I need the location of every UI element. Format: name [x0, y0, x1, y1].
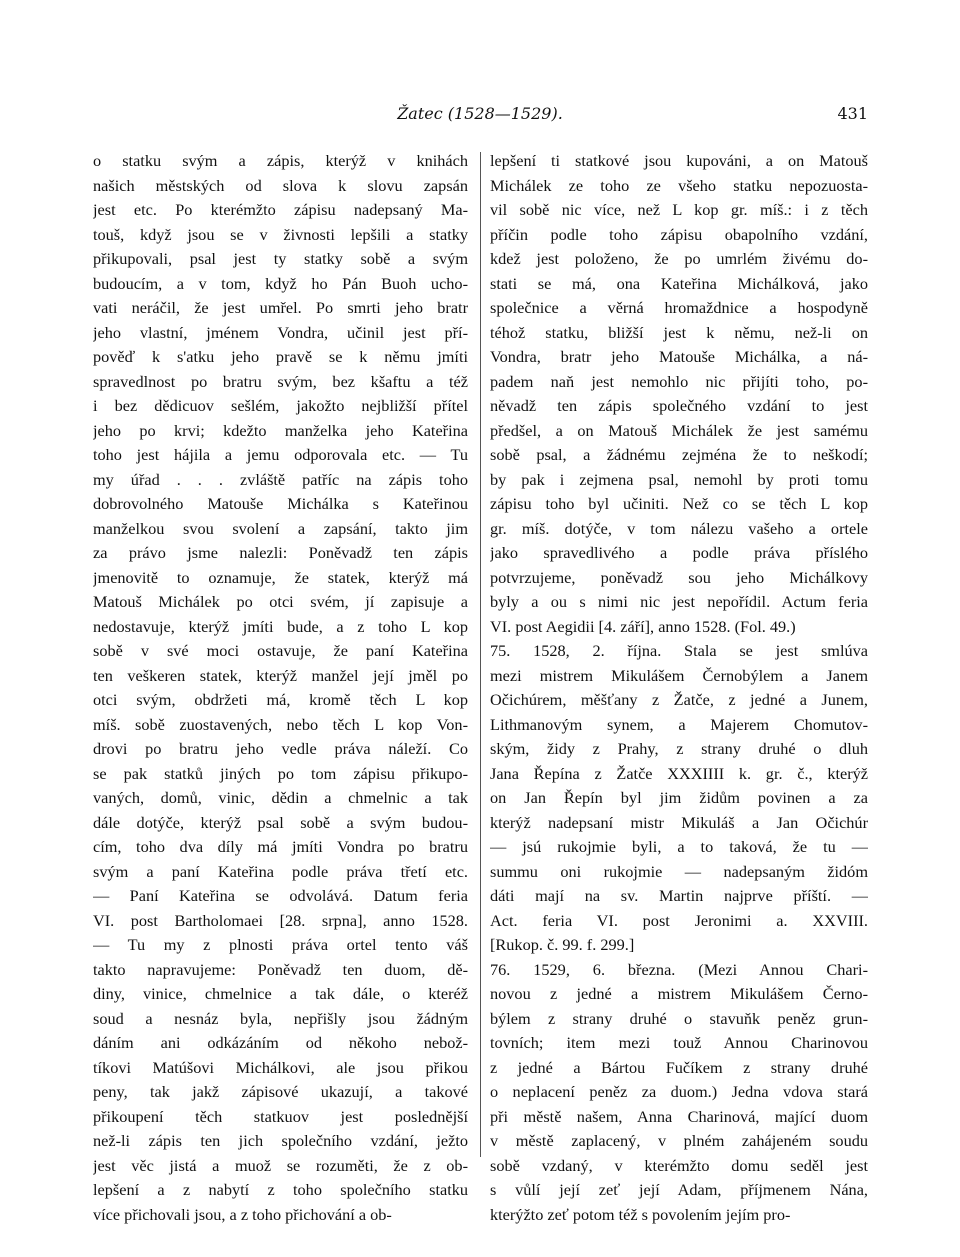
- text-line: Matouš Michálek po otci svém, jí zapisuje a: [93, 592, 468, 611]
- text-line: v městě zaplacený, v plném zahájeném soudu: [490, 1131, 868, 1150]
- running-title: Žatec (1528—1529).: [397, 104, 563, 123]
- text-line: více přichovali jsou, a z toho přichování a ob-: [93, 1204, 392, 1224]
- text-line: budoucím, a v tom, když ho Pán Buoh ucho-: [93, 273, 468, 293]
- text-line: ten veškeren statek, kterýž manžel její jměl po: [93, 665, 468, 685]
- text-line: takto napravujeme: Poněvadž ten duom, dě-: [93, 959, 468, 979]
- text-line: vaných, domů, vinic, dědin a chmelnic a tak: [93, 788, 468, 807]
- text-line: manželkou svou svolení a zapsání, takto jim: [93, 518, 468, 538]
- text-line: dobrovolného Matouše Michálka s Kateřinou: [93, 494, 468, 513]
- text-line: našich městských od slova k slovu zapsán: [93, 175, 468, 195]
- text-line: ským, židy z Prahy, z strany druhé o dluh: [490, 739, 868, 758]
- text-line: sobě psal, a žádnému zejména že to neškodí;: [490, 445, 868, 464]
- text-line: Lithmanovým synem, a Majerem Chomutov-: [490, 714, 868, 734]
- text-line: nedostavuje, kterýž jmíti bude, a z toho L kop: [93, 616, 468, 636]
- text-line: o neplacení peněz za duom.) Jedna vdova stará: [490, 1082, 868, 1101]
- text-line: Act. feria VI. post Jeronimi a. XXVIII.: [490, 910, 868, 930]
- text-line: jeho po krvi; kdežto manželka jeho Kateřina: [93, 420, 468, 440]
- text-line: Očichúrem, měšťany z Žatče, z jedné a Junem,: [490, 690, 868, 709]
- text-line: on Jan Řepín byl jim židům povinen a za: [490, 788, 868, 807]
- text-line: peny, tak jakž zápisové ukazují, a takové: [93, 1082, 468, 1101]
- text-line: i bez dědicuov sešlém, jakožto nejbližší přítel: [93, 396, 468, 415]
- text-line: tovních; item mezi touž Annou Charinovou: [490, 1033, 868, 1052]
- text-line: diny, vinice, chmelnice a tak dále, o kteréž: [93, 984, 468, 1003]
- text-line: potvrzujeme, poněvadž sou jeho Michálkovy: [490, 567, 868, 587]
- text-line: — jsú rukojmie byli, a to taková, že tu —: [490, 837, 868, 856]
- text-line: summu oni rukojmie — nadepsaným židóm: [490, 861, 868, 881]
- text-line: při městě našem, Anna Charinová, mající duom: [490, 1106, 868, 1126]
- text-line: VI. post Bartholomaei [28. srpna], anno 1528.: [93, 910, 468, 930]
- text-line: otci svým, obdržeti má, kromě těch L kop: [93, 690, 468, 709]
- text-line: sobě v své moci ostavuje, že paní Kateřina: [93, 641, 468, 660]
- text-line: zápisu toho byl učiniti. Než co se těch L kop: [490, 494, 868, 513]
- text-line: VI. post Aegidii [4. září], anno 1528. (Fol. 49.): [490, 616, 796, 636]
- text-line: společnice a věrná hromaždnice a hospodyně: [490, 298, 868, 317]
- right-column: [490, 149, 868, 1227]
- text-line: by pak i zejmena psal, nemohl by proti tomu: [490, 469, 868, 489]
- text-line: kdež jest položeno, že po umrlém živému do-: [490, 249, 868, 268]
- text-line: kterýžto zeť potom též s povolením jejím pro-: [490, 1204, 791, 1224]
- text-line: [Rukop. č. 99. f. 299.]: [490, 935, 635, 954]
- page-number: 431: [837, 104, 868, 123]
- text-line: téhož statku, bližší jest k němu, než-li on: [490, 322, 868, 342]
- text-line: za právo jsme nalezli: Poněvadž ten zápis: [93, 543, 468, 562]
- column-divider: [480, 152, 481, 1157]
- text-line: dále dotýče, kterýž psal sobě a svým budou-: [93, 812, 468, 832]
- text-line: padem naň jest nemohlo nic přijíti toho, po-: [490, 371, 868, 391]
- text-line: mezi mistrem Mikulášem Černobýlem a Janem: [490, 665, 868, 685]
- text-line: — Tu my z plnosti práva ortel tento váš: [93, 935, 468, 954]
- text-line: něvadž ten zápis společného vzdání to jest: [490, 396, 868, 415]
- text-line: Jana Řepína z Žatče XXXIIII k. gr. č., kterýž: [490, 763, 868, 783]
- text-line: novou z jedné a mistrem Mikulášem Černo-: [490, 984, 868, 1003]
- text-line: pověď k s'atku jeho pravě se k němu jmíti: [93, 347, 468, 366]
- text-line: o statku svým a zápis, kterýž v knihách: [93, 151, 468, 170]
- text-line: býlem z strany druhé o stavuňk peněz grun-: [490, 1008, 868, 1028]
- text-line: touš, když jsou se v živnosti lepšili a statky: [93, 224, 468, 244]
- text-line: drovi po bratru jeho vedle práva náleží. Co: [93, 739, 468, 758]
- text-line: míš. sobě zuostavených, nebo těch L kop Von-: [93, 714, 468, 734]
- text-line: přikoupení těch statkuov jest poslednější: [93, 1106, 468, 1126]
- text-line: jmenovitě to oznamuje, že statek, kterýž má: [93, 567, 468, 587]
- text-line: dáním ani odkázáním od někoho nebož-: [93, 1033, 468, 1052]
- text-line: jest etc. Po kterémžto zápisu nadepsaný Ma-: [93, 200, 468, 219]
- text-line: kterýž nadepsaní mistr Mikuláš a Jan Očichúr: [490, 812, 868, 832]
- text-line: Vondra, bratr jeho Matouše Michálka, a ná-: [490, 347, 868, 366]
- text-line: svým a paní Kateřina podle práva třetí etc.: [93, 861, 468, 881]
- text-line: spravedlnost po bratru svým, bez kšaftu a též: [93, 371, 468, 391]
- left-column: [93, 149, 468, 1227]
- text-line: jest věc jistá a muož se rozuměti, že z ob-: [93, 1155, 468, 1175]
- text-line: vati neráčil, že jest umřel. Po smrti jeho bratr: [93, 298, 468, 317]
- text-line: lepšení ti statkové jsou kupováni, a on Matouš: [490, 151, 868, 170]
- text-line: jako spravedlivého a podle práva příslého: [490, 543, 868, 562]
- text-line: 75. 1528, 2. října. Stala se jest smlúva: [490, 641, 868, 660]
- text-line: z jedné a Bártou Fučíkem z strany druhé: [490, 1057, 868, 1077]
- text-line: byly a ou s nimi nic jest nepořídil. Actum feria: [490, 592, 868, 611]
- text-line: gr. míš. dotýče, v tom nálezu vašeho a ortele: [490, 518, 868, 538]
- text-line: tíkovi Matúšovi Michálkovi, ale jsou přikou: [93, 1057, 468, 1077]
- text-line: předšel, a on Matouš Michálek že jest samému: [490, 420, 868, 440]
- text-line: jeho vlastní, jménem Vondra, učinil jest pří-: [93, 322, 468, 342]
- text-line: — Paní Kateřina se odvolává. Datum feria: [93, 886, 468, 905]
- text-line: 76. 1529, 6. března. (Mezi Annou Chari-: [490, 959, 868, 979]
- text-line: příčin podle toho zápisu obapolního vzdání,: [490, 224, 868, 244]
- text-line: se pak statků jiných po tom zápisu přikupo-: [93, 763, 468, 783]
- text-line: vil sobě nic více, než L kop gr. míš.: i z těch: [490, 200, 868, 219]
- text-line: Michálek ze toho ze všeho statku nepozuosta-: [490, 175, 868, 195]
- text-line: cím, toho dva díly má jmíti Vondra po bratru: [93, 837, 468, 856]
- text-line: než-li zápis ten jich společního vzdání, ježto: [93, 1131, 468, 1150]
- text-line: toho jest hájila a jemu odporovala etc. — Tu: [93, 445, 468, 464]
- text-line: soud a nesnáz byla, nepřišly jsou žádným: [93, 1008, 468, 1028]
- text-line: my úřad . . . zvláště patříc na zápis toho: [93, 469, 468, 489]
- text-line: přikupovali, psal jest ty statky sobě a svým: [93, 249, 468, 268]
- text-line: stati se má, ona Kateřina Michálková, jako: [490, 273, 868, 293]
- text-line: dáti mají na sv. Martin najprve příští. —: [490, 886, 868, 905]
- text-line: lepšení a z nabytí z toho společního statku: [93, 1180, 468, 1199]
- text-line: sobě vzdaný, v kterémžto domu seděl jest: [490, 1155, 868, 1175]
- text-line: s vůlí její zeť její Adam, příjmenem Nána,: [490, 1180, 868, 1199]
